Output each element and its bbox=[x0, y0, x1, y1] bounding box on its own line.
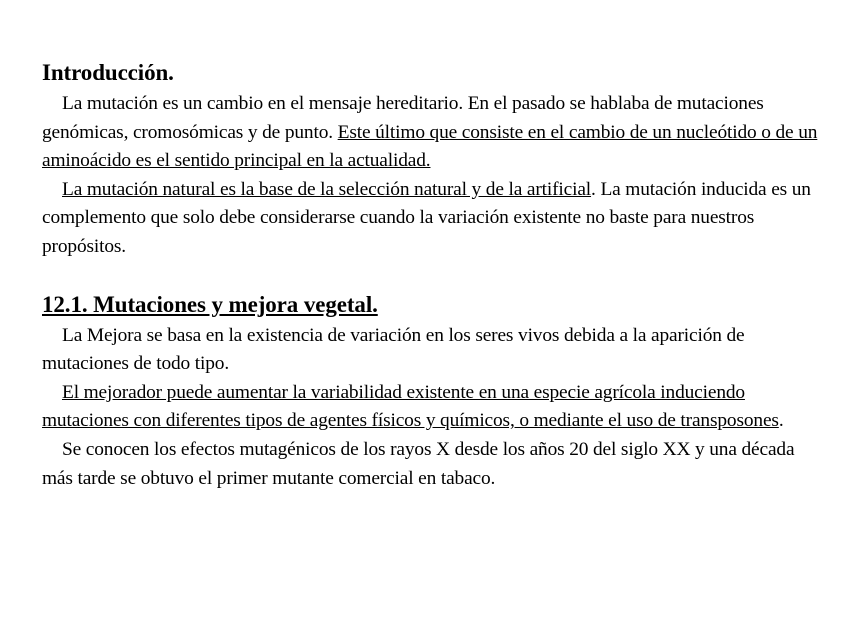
intro-p1-underlined-text: Este último que consiste en el cambio de un nucleótido o de un aminoácido es el sentido principal en la actualidad. bbox=[42, 121, 818, 172]
intro-p2-underlined-text: La mutación natural es la base de la selección natural y de la artificial bbox=[62, 178, 592, 200]
section-heading: 12.1. Mutaciones y mejora vegetal. bbox=[42, 291, 378, 317]
intro-p1-text: La mutación es un cambio en el mensaje hereditario. En el pasado se hablaba de mutaciones genómicas, cromosómicas y de punto. bbox=[42, 93, 764, 143]
document-page bbox=[42, 58, 822, 493]
intro-paragraph-1 bbox=[42, 90, 822, 176]
intro-paragraph-2 bbox=[42, 176, 822, 262]
section-gap bbox=[42, 262, 822, 290]
intro-p2-text: . La mutación inducida es un complemento que solo debe considerarse cuando la variación existente no baste para nuestros propósitos. bbox=[42, 178, 811, 257]
section-p2-text: . bbox=[778, 410, 784, 432]
section-paragraph-2 bbox=[42, 379, 822, 436]
section-paragraph-1: La Mejora se basa en la existencia de variación en los seres vivos debida a la aparición de mutaciones de todo tipo. bbox=[42, 324, 745, 375]
section-paragraph-3: Se conocen los efectos mutagénicos de los rayos X desde los años 20 del siglo XX y una década más tarde se obtuvo el primer mutante comercial en tabaco. bbox=[42, 438, 795, 489]
section-p2-underlined-text: El mejorador puede aumentar la variabilidad existente en una especie agrícola induciendo mutaciones con diferentes tipos de agentes físicos y químicos, o mediante el uso de transposones bbox=[42, 381, 779, 432]
intro-heading: Introducción. bbox=[42, 60, 174, 85]
